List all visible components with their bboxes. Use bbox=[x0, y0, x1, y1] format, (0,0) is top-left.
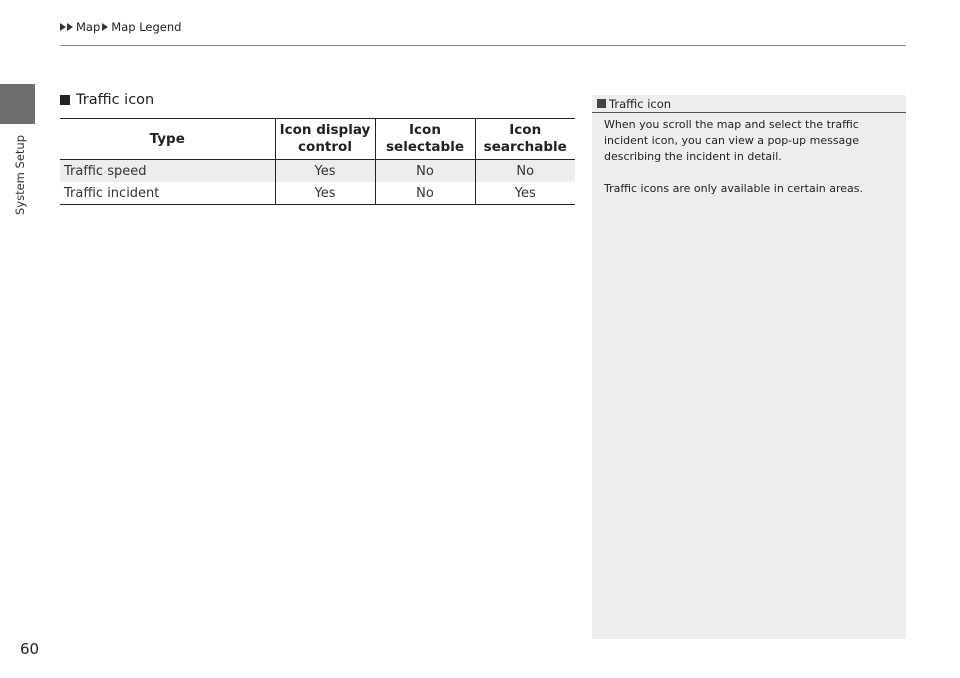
table-cell: No bbox=[375, 160, 475, 183]
chapter-label: System Setup bbox=[13, 134, 27, 215]
breadcrumb-arrow-icon bbox=[102, 23, 108, 31]
side-note-paragraph: Traffic icons are only available in certain areas. bbox=[604, 182, 863, 195]
column-header-searchable: Icon searchable bbox=[475, 119, 575, 160]
table-cell: Yes bbox=[275, 160, 375, 183]
reference-marker-icon bbox=[597, 99, 606, 108]
side-note-title: Traffic icon bbox=[609, 96, 672, 111]
column-header-display-control: Icon display control bbox=[275, 119, 375, 160]
table-cell: No bbox=[475, 160, 575, 183]
breadcrumb bbox=[60, 20, 181, 34]
column-header-type: Type bbox=[60, 119, 275, 160]
table-cell: Yes bbox=[275, 182, 375, 205]
breadcrumb-arrow-icon bbox=[67, 23, 73, 31]
column-header-selectable: Icon selectable bbox=[375, 119, 475, 160]
breadcrumb-arrow-icon bbox=[60, 23, 66, 31]
table-header-row bbox=[60, 119, 575, 160]
side-note-body bbox=[604, 117, 900, 213]
side-note-panel bbox=[592, 95, 906, 639]
traffic-icon-table bbox=[60, 118, 575, 205]
section-heading bbox=[60, 92, 154, 108]
table-cell: No bbox=[375, 182, 475, 205]
table-cell: Traffic speed bbox=[60, 160, 275, 183]
side-note-paragraph: When you scroll the map and select the traffic incident icon, you can view a pop-up message describing the incident in detail. bbox=[604, 118, 860, 163]
table-row bbox=[60, 160, 575, 183]
table-cell: Yes bbox=[475, 182, 575, 205]
chapter-tab bbox=[0, 84, 35, 124]
breadcrumb-item-map[interactable]: Map bbox=[76, 20, 101, 34]
header-divider bbox=[60, 45, 906, 46]
black-square-icon bbox=[60, 95, 70, 105]
section-title: Traffic icon bbox=[76, 92, 155, 108]
side-note-divider bbox=[592, 112, 906, 113]
table-cell: Traffic incident bbox=[60, 182, 275, 205]
page-number: 60 bbox=[20, 640, 40, 658]
table-row bbox=[60, 182, 575, 205]
side-note-header bbox=[592, 95, 906, 112]
breadcrumb-item-map-legend[interactable]: Map Legend bbox=[111, 20, 182, 34]
